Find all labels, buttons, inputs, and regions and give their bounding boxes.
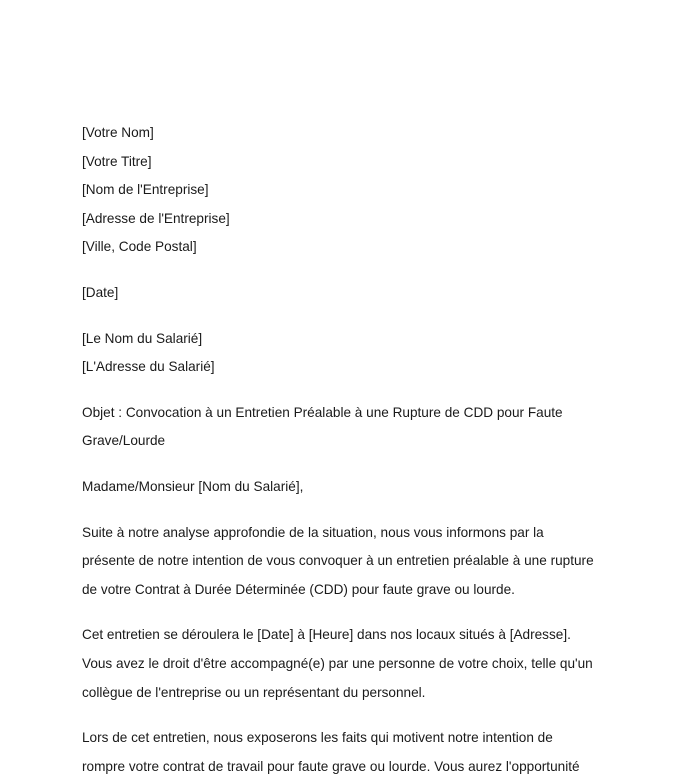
subject-block: [82, 399, 602, 456]
paragraph-line: Vous avez le droit d'être accompagné(e) par une personne de votre choix, telle qu'un: [82, 655, 593, 671]
recipient-name: [Le Nom du Salarié]: [82, 330, 203, 346]
subject-line-1: Objet : Convocation à un Entretien Préalable à une Rupture de CDD pour Faute: [82, 404, 563, 420]
paragraph-line: Cet entretien se déroulera le [Date] à [Heure] dans nos locaux situés à [Adresse].: [82, 627, 571, 643]
sender-company-address: [Adresse de l'Entreprise]: [82, 210, 230, 226]
recipient-block: [82, 325, 602, 382]
salutation-block: [82, 473, 602, 502]
paragraph-line: de votre Contrat à Durée Déterminée (CDD) pour faute grave ou lourde.: [82, 581, 515, 597]
paragraph-1: [82, 519, 602, 605]
subject-line-2: Grave/Lourde: [82, 433, 166, 449]
sender-name: [Votre Nom]: [82, 125, 154, 140]
sender-block: [82, 119, 602, 262]
sender-city-postal: [Ville, Code Postal]: [82, 239, 197, 255]
sender-title: [Votre Titre]: [82, 153, 152, 169]
paragraph-line: collègue de l'entreprise ou un représentant du personnel.: [82, 684, 426, 700]
letter-body: [82, 119, 602, 779]
recipient-address: [L'Adresse du Salarié]: [82, 359, 215, 375]
paragraph-line: Lors de cet entretien, nous exposerons les faits qui motivent notre intention de: [82, 730, 553, 746]
letter-date: [Date]: [82, 284, 119, 300]
paragraph-line: Suite à notre analyse approfondie de la situation, nous vous informons par la: [82, 524, 544, 540]
date-block: [82, 279, 602, 308]
paragraph-line: présente de notre intention de vous convoquer à un entretien préalable à une rupture: [82, 553, 594, 569]
paragraph-line: rompre votre contrat de travail pour faute grave ou lourde. Vous aurez l'opportunité: [82, 758, 580, 774]
sender-company: [Nom de l'Entreprise]: [82, 182, 209, 198]
paragraph-3: [82, 724, 602, 779]
salutation: Madame/Monsieur [Nom du Salarié],: [82, 478, 304, 494]
paragraph-2: [82, 621, 602, 707]
